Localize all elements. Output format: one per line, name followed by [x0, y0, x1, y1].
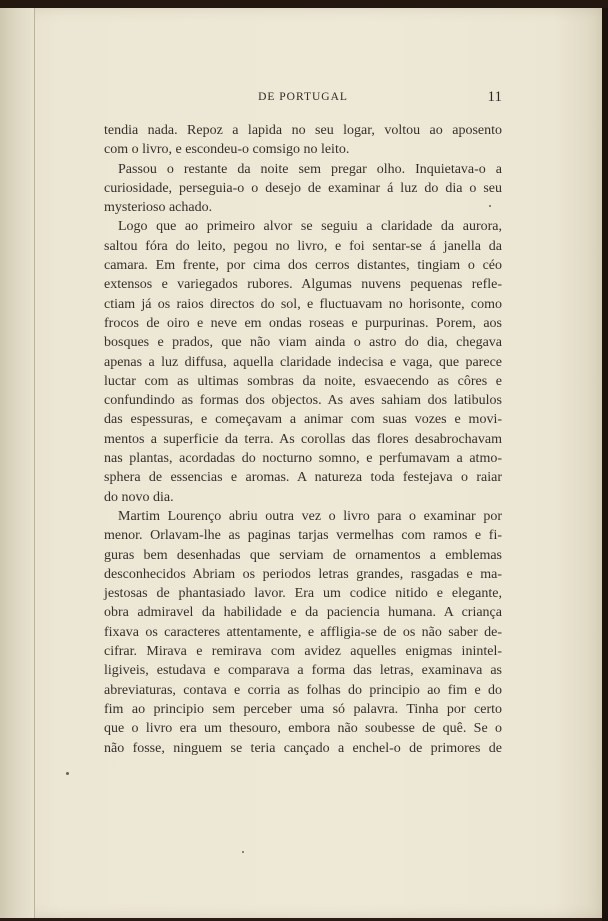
paper-speck: [66, 772, 69, 775]
text-line: mysterioso achado.: [104, 200, 213, 216]
page-header: [104, 89, 502, 109]
page-gutter: [0, 8, 35, 918]
text-line: guras bem desenhadas que serviam de ornamentos a emblemas: [104, 547, 502, 563]
text-line: obra admiravel da habilidade e da paciencia humana. A criança: [104, 605, 502, 621]
text-line: jestosas de phantasiado lavor. Era um codice nitido e elegante,: [104, 586, 502, 602]
text-line: fim ao principio sem perceber uma só palavra. Tinha por certo: [104, 701, 502, 717]
text-line: confundindo as formas dos objectos. As aves sahiam dos latibulos: [104, 393, 502, 409]
text-line: fixava os caracteres attentamente, e affligia-se de os não saber de-: [104, 624, 502, 640]
text-line: não fosse, ninguem se teria cançado a enchel-o de primores de: [104, 740, 502, 756]
text-line: ctiam já os raios directos do sol, e fluctuavam no horisonte, como: [104, 296, 502, 312]
text-line: frocos de oiro e neve em ondas roseas e purpurinas. Porem, aos: [104, 315, 502, 331]
scan-right-edge: [602, 8, 608, 921]
text-line: Martim Lourenço abriu outra vez o livro para o examinar por: [118, 508, 502, 524]
text-line: Logo que ao primeiro alvor se seguiu a claridade da aurora,: [118, 219, 502, 235]
text-line: mentos a superficie da terra. As corollas das flores desabrochavam: [104, 431, 502, 447]
text-line: camara. Em frente, por cima dos cerros distantes, tingiam o céo: [104, 258, 502, 274]
text-line: extensos e variegados rubores. Algumas nuvens pequenas refle-: [104, 277, 502, 293]
text-line: cifrar. Mirava e remirava com avidez aquelles enigmas inintel-: [104, 644, 502, 660]
text-line: sphera de essencias e aromas. A natureza toda festejava o raiar: [104, 470, 502, 486]
text-line: bosques e prados, que não viam ainda o astro do dia, chegava: [104, 335, 502, 351]
paper-speck: [242, 851, 244, 853]
text-line: luctar com as ultimas sombras da noite, esvaecendo as côres e: [104, 373, 502, 389]
text-line: com o livro, e escondeu-o comsigo no leito.: [104, 142, 350, 158]
body-text: [104, 121, 502, 758]
text-line: tendia nada. Repoz a lapida no seu logar, voltou ao aposento: [104, 123, 502, 138]
text-line: desconhecidos Abriam os periodos letras grandes, rasgadas e ma-: [104, 566, 502, 582]
text-line: do novo dia.: [104, 489, 174, 505]
text-line: das espessuras, e começavam a animar com suas vozes e movi-: [104, 412, 502, 428]
text-line: Passou o restante da noite sem pregar olho. Inquietava-o a: [118, 161, 502, 177]
text-line: apenas a luz diffusa, aquella claridade indecisa e vaga, que parece: [104, 354, 502, 370]
text-line: curiosidade, perseguia-o o desejo de examinar á luz do dia o seu: [104, 180, 502, 196]
text-line: ligiveis, estudava e comparava a forma das letras, examinava as: [104, 663, 502, 679]
text-line: menor. Orlavam-lhe as paginas tarjas vermelhas com ramos e fi-: [104, 528, 502, 544]
text-line: nas plantas, acordadas do nocturno somno, e perfumavam a atmo-: [104, 451, 502, 467]
running-head: DE PORTUGAL: [258, 91, 348, 103]
page-number: 11: [487, 89, 502, 105]
text-line: abreviaturas, contava e corria as folhas do principio ao fim e do: [104, 682, 502, 698]
text-line: saltou fóra do leito, pegou no livro, e foi sentar-se á janella da: [104, 238, 502, 254]
text-line: que o livro era um thesouro, embora não soubesse de quê. Se o: [104, 721, 502, 737]
